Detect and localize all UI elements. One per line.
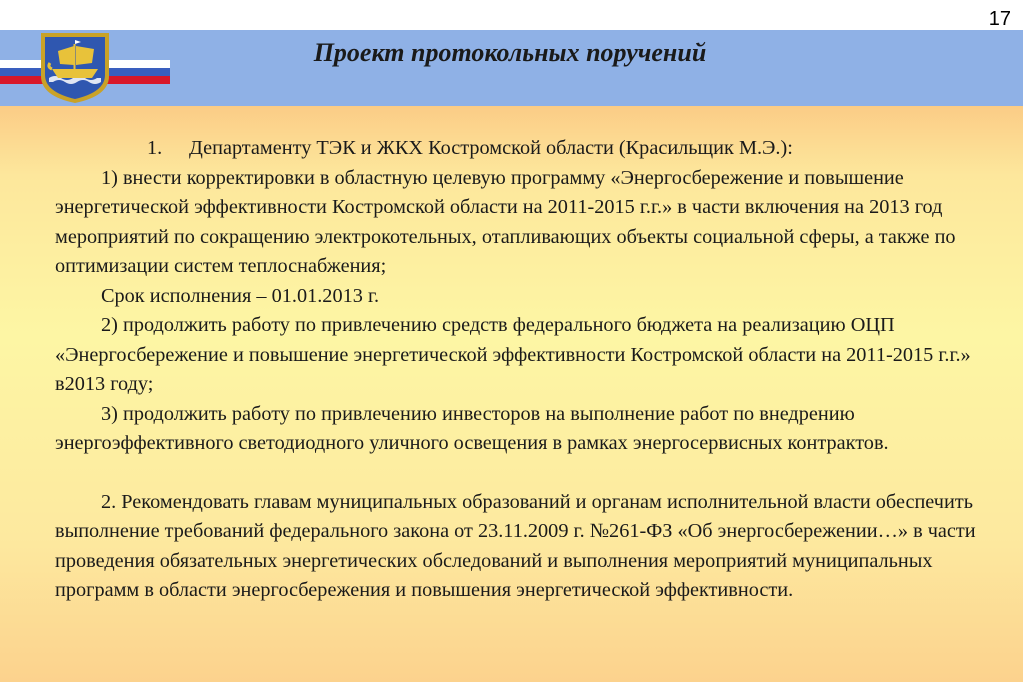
kostroma-coat-of-arms-icon <box>38 32 112 104</box>
item-1-subitem-2: 2) продолжить работу по привлечению средств федерального бюджета на реализацию ОЦП «Энергосбережение и повышение энергетической эффективности Костромской области на 2011-2015 г.г.» в2013 году; <box>55 314 971 395</box>
item-1-heading-line <box>55 134 995 164</box>
item-1-subitem-3: 3) продолжить работу по привлечению инвесторов на выполнение работ по внедрению энергоэффективного светодиодного уличного освещения в рамках энергосервисных контрактов. <box>55 402 889 454</box>
slide-title: Проект протокольных поручений <box>313 38 707 67</box>
page-number: 17 <box>988 8 1011 30</box>
item-1-heading: Департаменту ТЭК и ЖКХ Костромской области (Красильщик М.Э.): <box>189 137 793 159</box>
content-area <box>0 106 1023 682</box>
item-1-number: 1. <box>147 137 163 159</box>
item-1-subitem-1: 1) внести корректировки в областную целевую программу «Энергосбережение и повышение энергетической эффективности Костромской области на 2011-2015 г.г.» в части включения на 2013 год мероприятий по сокращению электрокотельных, отапливающих объекты социальной сферы, а также по оптимизации систем теплоснабжения; <box>55 166 956 277</box>
item-1-deadline: Срок исполнения – 01.01.2013 г. <box>101 284 380 307</box>
item-2: 2. Рекомендовать главам муниципальных образований и органам исполнительной власти обеспечить выполнение требований федерального закона от 23.11.2009 г. №261-ФЗ «Об энергосбережении…» в части проведения обязательных энергетических обследований и выполнения мероприятий муниципальных программ в области энергосбережения и повышения энергетической эффективности. <box>55 490 976 601</box>
paragraph-gap <box>55 459 995 488</box>
protocol-text <box>55 134 995 606</box>
